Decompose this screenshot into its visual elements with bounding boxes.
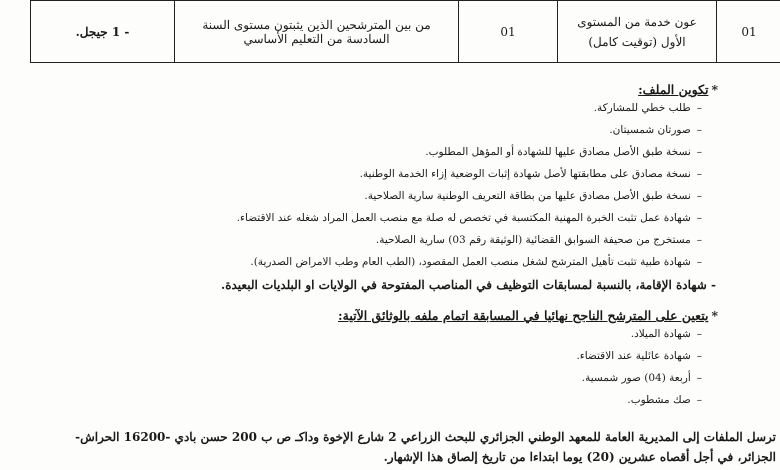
item-text: نسخة طبق الأصل مصادق عليها للشهادة أو المؤهل المطلوب. bbox=[425, 146, 691, 158]
list-item bbox=[360, 168, 702, 180]
list-item bbox=[425, 146, 702, 158]
bullet-star: * bbox=[711, 308, 718, 323]
dash: – bbox=[696, 212, 702, 224]
dash: – bbox=[696, 168, 702, 180]
condition-cell: من بين المترشحين الذين يثبتون مستوى السنة السادسة من التعليم الأساسي bbox=[175, 1, 459, 63]
residence-certificate-line: - شهادة الإقامة، بالنسبة لمسابقات التوظيف في المناصب المفتوحة في الولايات او البلديات البعيدة. bbox=[221, 278, 716, 292]
row-number-cell: 01 bbox=[717, 1, 780, 63]
winner-section-heading bbox=[338, 308, 718, 323]
list-item bbox=[576, 350, 702, 362]
list-item bbox=[237, 212, 702, 224]
item-text: صورتان شمسيتان. bbox=[609, 124, 691, 136]
dash: – bbox=[696, 102, 702, 114]
list-item bbox=[364, 190, 702, 202]
file-section-heading bbox=[638, 82, 718, 97]
positions-table bbox=[30, 0, 780, 63]
item-text: أربعة (04) صور شمسية. bbox=[581, 372, 691, 384]
item-text: نسخة طبق الأصل مصادق عليها من بطاقة التعريف الوطنية سارية الصلاحية. bbox=[364, 190, 691, 202]
dash: – bbox=[696, 124, 702, 136]
post-title-line2: الأول (توقيت كامل) bbox=[588, 34, 686, 49]
location-cell: - 1 جيجل. bbox=[31, 1, 175, 63]
item-text: شهادة عائلية عند الاقتضاء. bbox=[576, 350, 691, 362]
list-item bbox=[627, 394, 702, 406]
dash: – bbox=[696, 146, 702, 158]
dash: – bbox=[696, 350, 702, 362]
closing-line-2: الجزائر، في أجل أقصاه عشرين (20) يوما ابتداءا من تاريخ إلصاق هذا الإشهار. bbox=[383, 450, 776, 464]
item-text: شهادة عمل تثبت الخبرة المهنية المكتسبة في تخصص له صلة مع منصب العمل المراد شغله عند الاقتضاء. bbox=[236, 212, 691, 224]
item-text: نسخة مصادق على مطابقتها لأصل شهادة إثبات الوضعية إزاء الخدمة الوطنية. bbox=[359, 168, 691, 180]
dash: – bbox=[696, 256, 702, 268]
item-text: شهادة طبية تثبت تأهيل المترشح لشغل منصب العمل المقصود، (الطب العام وطب الامراض الصدرية). bbox=[250, 256, 691, 268]
bullet-star: * bbox=[711, 82, 718, 97]
dash: – bbox=[696, 394, 702, 406]
list-item bbox=[594, 102, 702, 114]
post-title-cell bbox=[558, 1, 717, 63]
winner-heading-text: يتعين على المترشح الناجح نهائيا في المسابقة اتمام ملفه بالوثائق الآتية: bbox=[338, 308, 709, 323]
list-item bbox=[582, 372, 702, 384]
dash: – bbox=[696, 234, 702, 246]
table-row bbox=[31, 1, 780, 63]
post-title-line1: عون خدمة من المستوى bbox=[577, 14, 697, 29]
item-text: صك مشطوب. bbox=[627, 394, 691, 406]
item-text: مستخرج من صحيفة السوابق القضائية (الوثيقة رقم 03) سارية الصلاحية. bbox=[375, 234, 691, 246]
item-text: شهادة الميلاد. bbox=[630, 328, 691, 340]
file-heading-text: تكوين الملف: bbox=[638, 82, 709, 97]
list-item bbox=[631, 328, 702, 340]
list-item bbox=[376, 234, 702, 246]
positions-count-cell: 01 bbox=[459, 1, 558, 63]
dash: – bbox=[696, 328, 702, 340]
item-text: طلب خطي للمشاركة. bbox=[593, 102, 691, 114]
dash: – bbox=[696, 190, 702, 202]
list-item bbox=[609, 124, 702, 136]
list-item bbox=[250, 256, 702, 268]
closing-line-1: ترسل الملفات إلى المديرية العامة للمعهد الوطني الجزائري للبحث الزراعي 2 شارع الإخوة وداكـ ص ب 200 حسن بادي -16200 الحراش- bbox=[75, 430, 776, 444]
dash: – bbox=[696, 372, 702, 384]
